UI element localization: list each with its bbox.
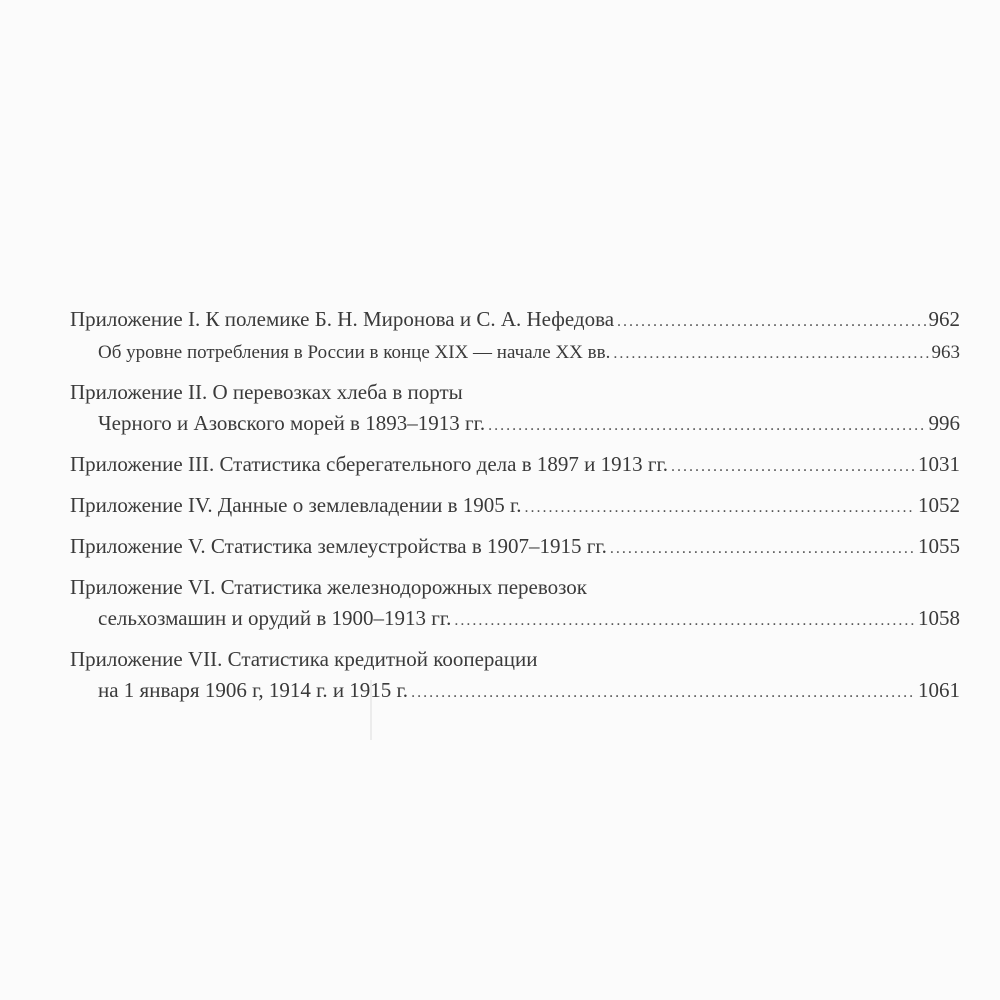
toc-line bbox=[70, 408, 960, 441]
toc-line bbox=[70, 572, 960, 603]
toc-page-number: 1058 bbox=[918, 606, 960, 630]
toc-entry-subtitle: Об уровне потребления в России в конце XIX — начале XX вв. bbox=[98, 342, 611, 363]
toc-entry-appendix-3 bbox=[70, 449, 960, 482]
toc-entry-title: Приложение VII. Статистика кредитной кооперации bbox=[70, 647, 538, 671]
toc-entry-appendix-4 bbox=[70, 490, 960, 523]
toc-page-number: 1061 bbox=[918, 678, 960, 702]
dot-leader bbox=[525, 492, 916, 523]
toc-entry-title: Приложение VI. Статистика железнодорожных перевозок bbox=[70, 575, 588, 599]
toc-line bbox=[70, 490, 960, 523]
toc-entry-appendix-1 bbox=[70, 304, 960, 369]
table-of-contents bbox=[70, 304, 960, 716]
toc-page-number: 1031 bbox=[918, 452, 960, 476]
toc-entry-title-continued: Черного и Азовского морей в 1893–1913 гг. bbox=[98, 411, 486, 435]
toc-entry-title: Приложение III. Статистика сберегательного дела в 1897 и 1913 гг. bbox=[70, 452, 668, 476]
toc-entry-title: Приложение IV. Данные о землевладении в 1905 г. bbox=[70, 493, 522, 517]
toc-entry-title-continued: сельхозмашин и орудий в 1900–1913 гг. bbox=[98, 606, 452, 630]
toc-page-number: 1052 bbox=[918, 493, 960, 517]
toc-line bbox=[70, 337, 960, 369]
toc-line bbox=[70, 449, 960, 482]
toc-line bbox=[70, 531, 960, 564]
dot-leader bbox=[454, 605, 915, 636]
toc-page-number: 1055 bbox=[918, 534, 960, 558]
toc-entry-title: Приложение I. К полемике Б. Н. Миронова и С. А. Нефедова bbox=[70, 307, 615, 331]
dot-leader bbox=[488, 410, 925, 441]
toc-entry-title: Приложение II. О перевозках хлеба в порты bbox=[70, 380, 463, 404]
toc-line bbox=[70, 644, 960, 675]
dot-leader bbox=[610, 533, 915, 564]
toc-entry-title-continued: на 1 января 1906 г, 1914 г. и 1915 г. bbox=[98, 678, 409, 702]
toc-entry-appendix-7 bbox=[70, 644, 960, 708]
dot-leader bbox=[617, 306, 925, 337]
toc-line bbox=[70, 377, 960, 408]
toc-page-number: 962 bbox=[928, 307, 960, 331]
dot-leader bbox=[613, 338, 928, 369]
toc-line bbox=[70, 675, 960, 708]
toc-entry-appendix-2 bbox=[70, 377, 960, 441]
toc-line bbox=[70, 304, 960, 337]
dot-leader bbox=[411, 677, 915, 708]
toc-entry-title: Приложение V. Статистика землеустройства в 1907–1915 гг. bbox=[70, 534, 607, 558]
dot-leader bbox=[671, 451, 915, 482]
toc-page-number: 963 bbox=[931, 342, 960, 363]
toc-entry-appendix-6 bbox=[70, 572, 960, 636]
toc-line bbox=[70, 603, 960, 636]
toc-page-number: 996 bbox=[928, 411, 960, 435]
toc-entry-appendix-5 bbox=[70, 531, 960, 564]
